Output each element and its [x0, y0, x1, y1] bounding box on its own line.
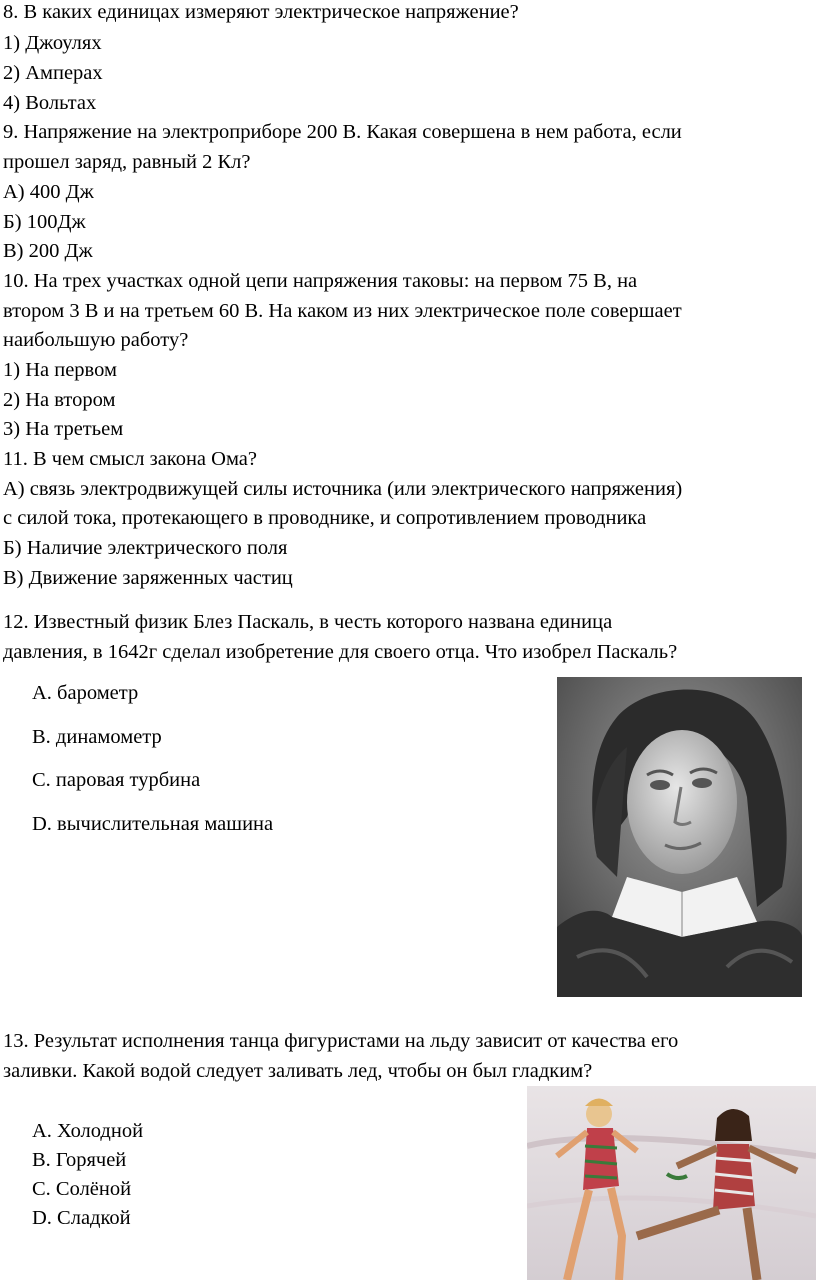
- q8-option-2: 2) Амперах: [3, 62, 103, 84]
- q11-option-a-line-1: А) связь электродвижущей силы источника (или электрического напряжения): [3, 478, 683, 500]
- q11-question: 11. В чем смысл закона Ома?: [3, 448, 257, 470]
- q12-option-a: A. барометр: [32, 682, 139, 704]
- q10-question-line-3: наибольшую работу?: [3, 329, 189, 351]
- q10-option-3: 3) На третьем: [3, 418, 124, 440]
- q13-option-b: B. Горячей: [32, 1149, 127, 1171]
- q11-option-b: Б) Наличие электрического поля: [3, 537, 288, 559]
- q9-option-a: А) 400 Дж: [3, 181, 94, 203]
- q10-question-line-1: 10. На трех участках одной цепи напряжения таковы: на первом 75 В, на: [3, 270, 638, 292]
- q9-question-line-1: 9. Напряжение на электроприборе 200 В. Какая совершена в нем работа, если: [3, 121, 682, 143]
- q11-option-c: В) Движение заряженных частиц: [3, 567, 293, 589]
- q10-question-line-2: втором 3 В и на третьем 60 В. На каком из них электрическое поле совершает: [3, 300, 682, 322]
- q8-question: 8. В каких единицах измеряют электрическое напряжение?: [3, 1, 519, 23]
- q8-option-1: 1) Джоулях: [3, 32, 102, 54]
- pascal-portrait: [557, 677, 802, 997]
- q11-option-a-line-2: с силой тока, протекающего в проводнике, и сопротивлением проводника: [3, 507, 647, 529]
- q9-option-c: В) 200 Дж: [3, 240, 93, 262]
- q9-question-line-2: прошел заряд, равный 2 Кл?: [3, 151, 251, 173]
- q12-option-d: D. вычислительная машина: [32, 813, 274, 835]
- q13-option-a: A. Холодной: [32, 1120, 144, 1142]
- q13-option-d: D. Сладкой: [32, 1207, 131, 1229]
- q9-option-b: Б) 100Дж: [3, 211, 86, 233]
- q12-option-c: C. паровая турбина: [32, 769, 201, 791]
- q10-option-2: 2) На втором: [3, 389, 116, 411]
- q12-option-b: B. динамометр: [32, 726, 162, 748]
- q8-option-4: 4) Вольтах: [3, 92, 97, 114]
- q12-question-line-1: 12. Известный физик Блез Паскаль, в честь которого названа единица: [3, 611, 613, 633]
- q10-option-1: 1) На первом: [3, 359, 117, 381]
- q12-question-line-2: давления, в 1642г сделал изобретение для своего отца. Что изобрел Паскаль?: [3, 641, 678, 663]
- figure-skaters-photo: [527, 1086, 816, 1280]
- q13-question-line-1: 13. Результат исполнения танца фигуристами на льду зависит от качества его: [3, 1030, 679, 1052]
- q13-option-c: C. Солёной: [32, 1178, 132, 1200]
- q13-question-line-2: заливки. Какой водой следует заливать лед, чтобы он был гладким?: [3, 1060, 593, 1082]
